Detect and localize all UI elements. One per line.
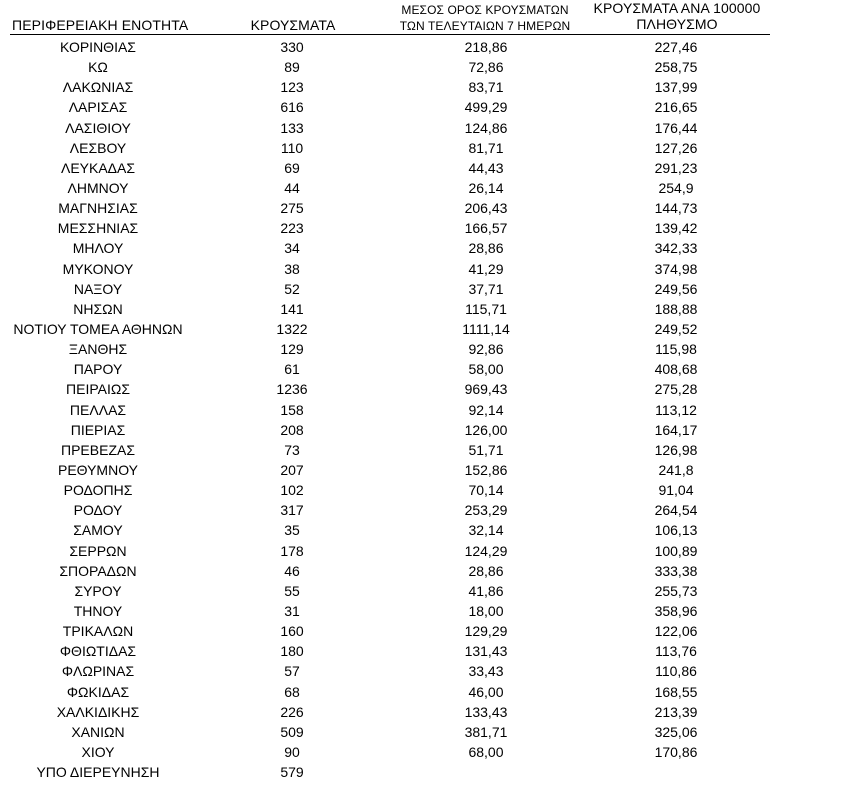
header-divider [10,34,770,35]
per-100k-cell: 113,76 [655,643,697,660]
table-row [0,279,864,299]
cases-cell: 226 [280,703,304,720]
per-100k-cell: 110,86 [655,663,697,680]
region-cell: ΠΙΕΡΙΑΣ [70,421,126,438]
table-row [0,118,864,138]
region-cell: ΚΟΡΙΝΘΙΑΣ [60,39,136,55]
region-cell: ΛΕΥΚΑΔΑΣ [60,159,136,176]
table-row [0,661,864,681]
avg-7-days-cell: 26,14 [468,179,504,196]
cases-cell: 579 [280,764,304,781]
avg-7-days-cell: 253,29 [464,502,508,519]
per-100k-cell: 122,06 [654,623,698,640]
region-cell: ΧΑΛΚΙΔΙΚΗΣ [56,703,140,720]
per-100k-cell: 106,13 [654,522,698,539]
per-100k-cell: 115,98 [655,341,697,358]
region-cell: ΧΙΟΥ [81,743,115,760]
table-row [0,299,864,319]
region-cell: ΝΗΣΩΝ [73,300,123,317]
cases-cell: 44 [284,179,300,196]
region-cell: ΥΠΟ ΔΙΕΡΕΥΝΗΣΗ [36,764,160,781]
header-avg-line1: ΜΕΣΟΣ ΟΡΟΣ ΚΡΟΥΣΜΑΤΩΝ [401,3,569,17]
table-row [0,621,864,641]
region-cell: ΛΕΣΒΟΥ [69,139,127,156]
header-avg-line2: ΤΩΝ ΤΕΛΕΥΤΑΙΩΝ 7 ΗΜΕΡΩΝ [399,19,571,33]
per-100k-cell: 264,54 [654,502,698,519]
table-row [0,561,864,581]
cases-cell: 317 [280,502,304,519]
per-100k-cell: 139,42 [654,220,698,237]
table-row [0,198,864,218]
region-cell: ΣΑΜΟΥ [73,522,123,539]
table-row [0,520,864,540]
per-100k-cell: 164,17 [654,421,698,438]
avg-7-days-cell: 46,00 [468,683,504,700]
region-cell: ΤΡΙΚΑΛΩΝ [62,623,134,640]
avg-7-days-cell: 58,00 [468,361,504,378]
per-100k-cell: 216,65 [654,99,698,116]
cases-cell: 1322 [276,320,308,337]
region-cell: ΜΗΛΟΥ [72,240,124,257]
avg-7-days-cell: 206,43 [464,200,508,217]
region-cell: ΣΕΡΡΩΝ [69,542,127,559]
per-100k-cell: 254,9 [658,179,694,196]
cases-cell: 207 [280,461,304,478]
per-100k-cell: 241,8 [658,461,694,478]
region-cell: ΣΠΟΡΑΔΩΝ [59,562,137,579]
avg-7-days-cell: 1111,14 [462,320,510,337]
region-cell: ΚΩ [88,59,108,76]
per-100k-cell: 325,06 [654,723,698,740]
per-100k-cell: 408,68 [654,361,698,378]
avg-7-days-cell: 115,71 [465,300,507,317]
cases-cell: 102 [280,482,304,499]
cases-cell: 34 [284,240,300,257]
table-body [0,37,864,782]
avg-7-days-cell: 133,43 [464,703,508,720]
avg-7-days-cell: 499,29 [464,99,508,116]
cases-cell: 160 [280,623,304,640]
cases-cell: 38 [284,260,300,277]
avg-7-days-cell: 152,86 [464,461,508,478]
avg-7-days-cell: 92,14 [468,401,504,418]
avg-7-days-cell: 68,00 [468,743,504,760]
region-cell: ΜΕΣΣΗΝΙΑΣ [57,220,139,237]
table-row [0,440,864,460]
avg-7-days-cell: 129,29 [464,623,508,640]
avg-7-days-cell: 33,43 [468,663,504,680]
avg-7-days-cell: 124,29 [464,542,508,559]
header-per-line2: ΠΛΗΘΥΣΜΟ [636,16,718,32]
avg-7-days-cell: 83,71 [468,79,504,96]
region-cell: ΜΥΚΟΝΟΥ [62,260,134,277]
avg-7-days-cell: 92,86 [468,341,504,358]
table-row [0,480,864,500]
cases-cell: 509 [280,723,304,740]
avg-7-days-cell: 126,00 [464,421,508,438]
per-100k-cell: 342,33 [654,240,698,257]
cases-cell: 69 [284,159,300,176]
cases-cell: 90 [284,743,300,760]
region-cell: ΡΟΔΟΠΗΣ [63,482,133,499]
region-cell: ΝΟΤΙΟΥ ΤΟΜΕΑ ΑΘΗΝΩΝ [13,320,183,337]
per-100k-cell: 227,46 [654,39,698,55]
avg-7-days-cell: 131,43 [464,643,508,660]
per-100k-cell: 358,96 [654,602,698,619]
table-row [0,238,864,258]
table-row [0,742,864,762]
table-row [0,762,864,782]
region-cell: ΦΩΚΙΔΑΣ [66,683,130,700]
per-100k-cell: 176,44 [654,119,698,136]
cases-cell: 158 [280,401,304,418]
cases-cell: 129 [280,341,304,358]
region-cell: ΠΑΡΟΥ [73,361,123,378]
cases-cell: 35 [284,522,300,539]
avg-7-days-cell: 28,86 [468,562,504,579]
avg-7-days-cell: 41,86 [468,582,504,599]
per-100k-cell: 144,73 [654,200,698,217]
region-cell: ΦΘΙΩΤΙΔΑΣ [59,643,137,660]
table-row [0,641,864,661]
cases-cell: 61 [284,361,300,378]
table-row [0,259,864,279]
region-cell: ΠΡΕΒΕΖΑΣ [60,441,135,458]
table-row [0,420,864,440]
table-row [0,319,864,339]
avg-7-days-cell: 166,57 [464,220,508,237]
cases-cell: 1236 [276,381,308,398]
avg-7-days-cell: 381,71 [464,723,508,740]
table-row [0,682,864,702]
region-cell: ΣΥΡΟΥ [74,582,122,599]
header-cases: ΚΡΟΥΣΜΑΤΑ [250,17,336,33]
cases-cell: 178 [280,542,304,559]
table-row [0,702,864,722]
table-row [0,178,864,198]
region-cell: ΛΑΣΙΘΙΟΥ [65,119,131,136]
table-row [0,77,864,97]
header-cases-per-100k [582,0,772,32]
table-row [0,37,864,57]
avg-7-days-cell: 51,71 [468,441,504,458]
cases-cell: 208 [280,421,304,438]
table-row [0,460,864,480]
cases-cell: 330 [280,39,304,55]
region-cell: ΠΕΙΡΑΙΩΣ [66,381,130,398]
avg-7-days-cell: 969,43 [464,381,508,398]
per-100k-cell: 126,98 [654,441,698,458]
per-100k-cell: 374,98 [654,260,698,277]
region-cell: ΞΑΝΘΗΣ [68,341,128,358]
avg-7-days-cell: 44,43 [468,159,504,176]
avg-7-days-cell: 41,29 [468,260,504,277]
table-row [0,581,864,601]
per-100k-cell: 188,88 [654,300,698,317]
region-cell: ΝΑΞΟΥ [73,280,123,297]
cases-cell: 31 [284,602,300,619]
table-row [0,541,864,561]
per-100k-cell: 275,28 [654,381,698,398]
per-100k-cell: 249,52 [654,320,698,337]
region-cell: ΦΛΩΡΙΝΑΣ [61,663,135,680]
region-cell: ΜΑΓΝΗΣΙΑΣ [58,200,138,217]
cases-cell: 52 [284,280,300,297]
per-100k-cell: 170,86 [654,743,698,760]
table-row [0,722,864,742]
cases-cell: 275 [280,200,304,217]
per-100k-cell: 333,38 [654,562,698,579]
table-row [0,158,864,178]
per-100k-cell: 137,99 [654,79,698,96]
cases-cell: 55 [284,582,300,599]
region-cell: ΛΗΜΝΟΥ [67,179,129,196]
table-row [0,359,864,379]
region-cell: ΤΗΝΟΥ [73,602,123,619]
cases-cell: 68 [284,683,300,700]
header-avg-7-days [395,2,575,34]
per-100k-cell: 291,23 [654,159,698,176]
avg-7-days-cell: 72,86 [468,59,504,76]
per-100k-cell: 249,56 [654,280,698,297]
cases-cell: 223 [280,220,304,237]
per-100k-cell: 168,55 [654,683,698,700]
region-cell: ΧΑΝΙΩΝ [71,723,125,740]
cases-cell: 46 [284,562,300,579]
cases-cell: 73 [284,441,300,458]
per-100k-cell: 100,89 [654,542,698,559]
region-cell: ΡΟΔΟΥ [73,502,123,519]
table-row [0,97,864,117]
cases-cell: 616 [280,99,304,116]
avg-7-days-cell: 124,86 [464,119,508,136]
avg-7-days-cell: 18,00 [468,602,504,619]
avg-7-days-cell: 37,71 [468,280,504,297]
cases-cell: 133 [280,119,304,136]
table-row [0,601,864,621]
region-cell: ΛΑΚΩΝΙΑΣ [62,79,134,96]
avg-7-days-cell: 81,71 [468,139,504,156]
cases-cell: 110 [280,139,304,156]
table-row [0,218,864,238]
table-row [0,500,864,520]
table-row [0,379,864,399]
per-100k-cell: 255,73 [654,582,698,599]
per-100k-cell: 213,39 [654,703,698,720]
table-row [0,400,864,420]
header-region: ΠΕΡΙΦΕΡΕΙΑΚΗ ΕΝΟΤΗΤΑ [12,17,189,33]
table-row [0,138,864,158]
avg-7-days-cell: 218,86 [464,39,508,55]
avg-7-days-cell: 32,14 [468,522,504,539]
per-100k-cell: 258,75 [654,59,698,76]
table-row [0,339,864,359]
cases-cell: 141 [280,300,304,317]
per-100k-cell: 113,12 [655,401,697,418]
cases-cell: 123 [280,79,304,96]
region-cell: ΡΕΘΥΜΝΟΥ [57,461,138,478]
region-cell: ΠΕΛΛΑΣ [69,401,127,418]
cases-cell: 57 [284,663,300,680]
avg-7-days-cell: 28,86 [468,240,504,257]
region-cell: ΛΑΡΙΣΑΣ [68,99,128,116]
table-row [0,57,864,77]
header-per-line1: ΚΡΟΥΣΜΑΤΑ ΑΝΑ 100000 [593,0,761,16]
cases-cell: 89 [284,59,300,76]
avg-7-days-cell: 70,14 [468,482,504,499]
cases-cell: 180 [280,643,304,660]
per-100k-cell: 91,04 [658,482,694,499]
per-100k-cell: 127,26 [654,139,698,156]
